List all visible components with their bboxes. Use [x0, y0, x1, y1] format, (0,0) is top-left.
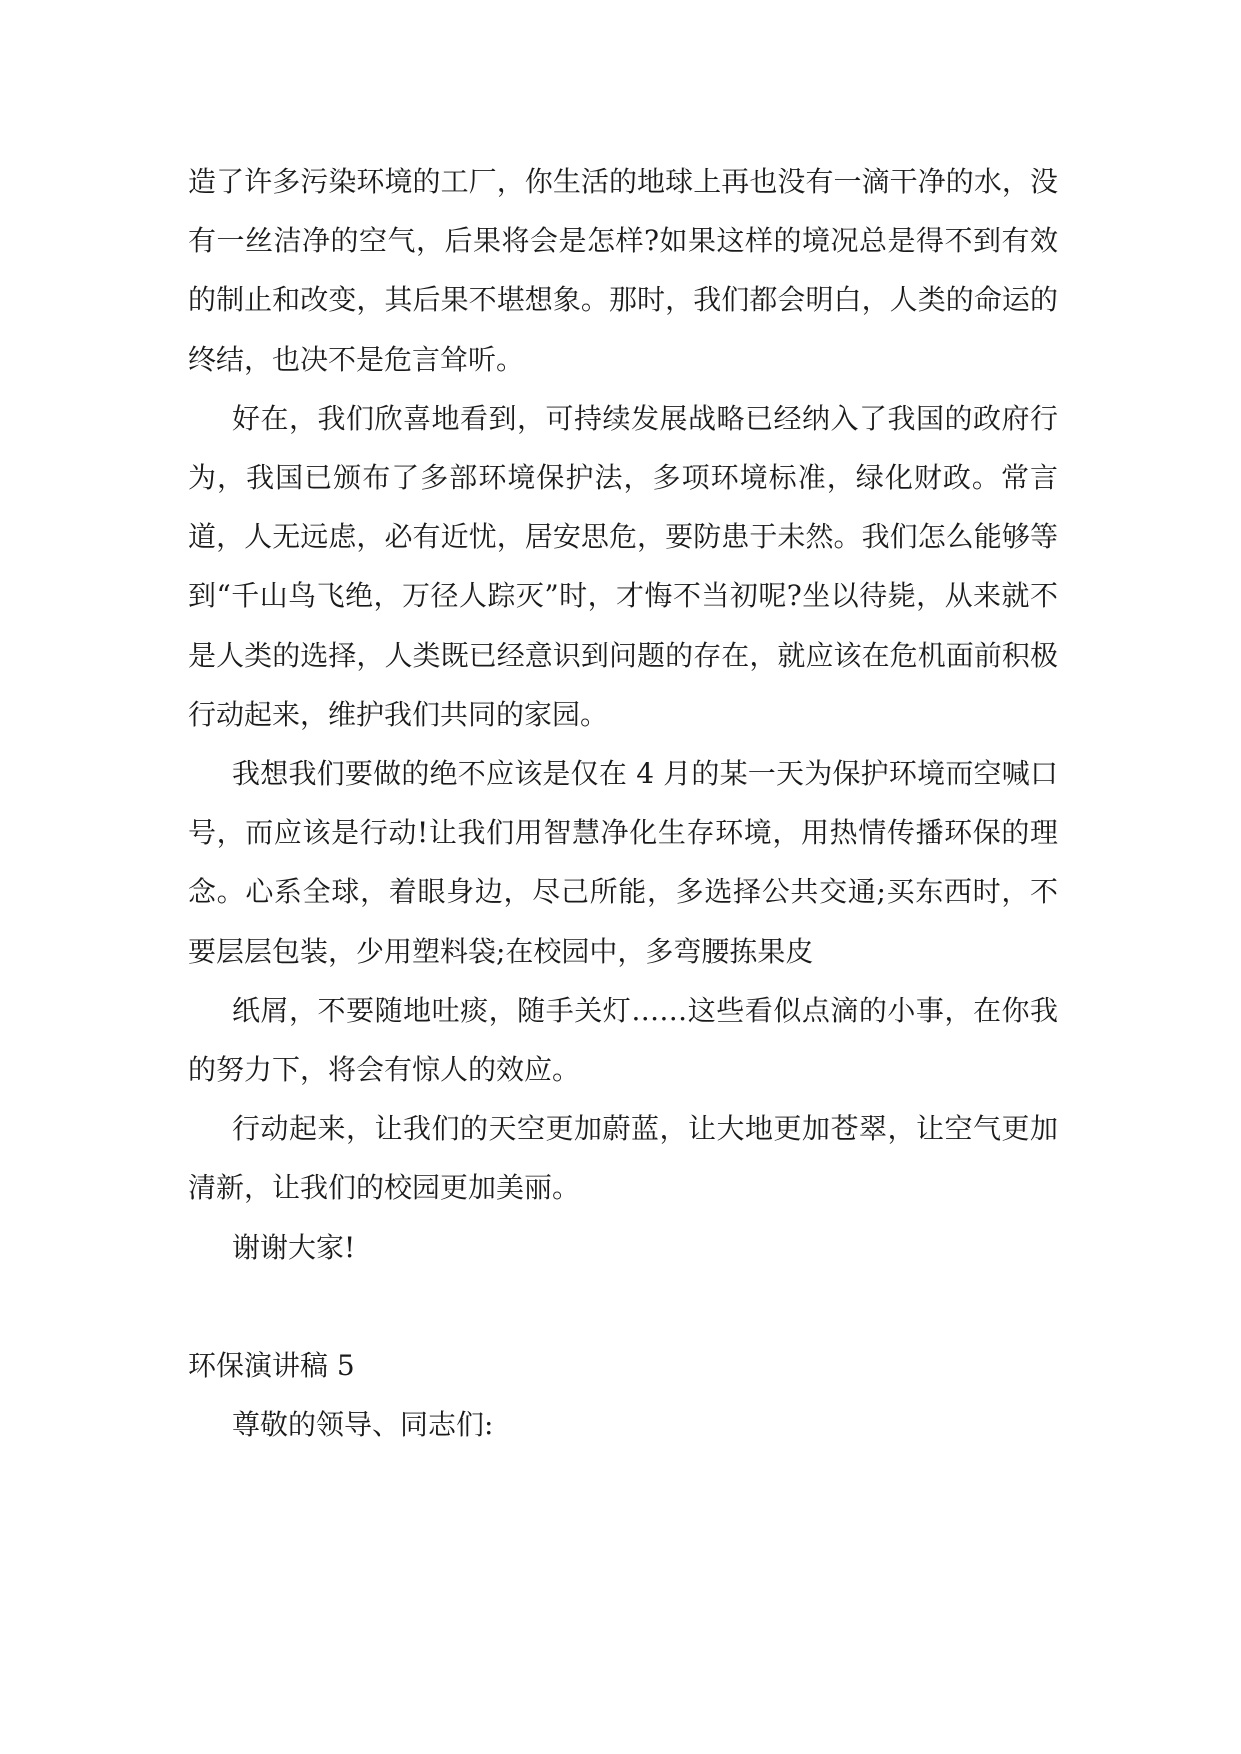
paragraph-3: 我想我们要做的绝不应该是仅在 4 月的某一天为保护环境而空喊口号，而应该是行动!让我们用智慧净化生存环境，用热情传播环保的理念。心系全球，着眼身边，尽己所能，多选择公共交通;买东西时，不要层层包装，少用塑料袋;在校园中，多弯腰拣果皮 — [188, 757, 1058, 968]
section-title: 环保演讲稿 5 — [188, 1348, 355, 1382]
paragraph-4: 纸屑，不要随地吐痰，随手关灯……这些看似点滴的小事，在你我的努力下，将会有惊人的效应。 — [188, 993, 1058, 1087]
salutation: 尊敬的领导、同志们: — [232, 1408, 494, 1442]
paragraph-5: 行动起来，让我们的天空更加蔚蓝，让大地更加苍翠，让空气更加清新，让我们的校园更加美丽。 — [188, 1112, 1058, 1205]
paragraph-6: 谢谢大家! — [232, 1230, 356, 1264]
section-gap — [188, 1277, 1058, 1336]
paragraph-2: 好在，我们欣喜地看到，可持续发展战略已经纳入了我国的政府行为，我国已颁布了多部环境保护法，多项环境标准，绿化财政。常言道，人无远虑，必有近忧，居安思危，要防患于未然。我们怎么能够等到“千山鸟飞绝，万径人踪灭”时，才悔不当初呢?坐以待毙，从来就不是人类的选择，人类既已经意识到问题的存在，就应该在危机面前积极行动起来，维护我们共同的家园。 — [188, 401, 1058, 731]
document-body — [188, 152, 1058, 1454]
paragraph-1: 造了许多污染环境的工厂，你生活的地球上再也没有一滴干净的水，没有一丝洁净的空气，后果将会是怎样?如果这样的境况总是得不到有效的制止和改变，其后果不堪想象。那时，我们都会明白，人类的命运的终结，也决不是危言耸听。 — [188, 165, 1058, 376]
